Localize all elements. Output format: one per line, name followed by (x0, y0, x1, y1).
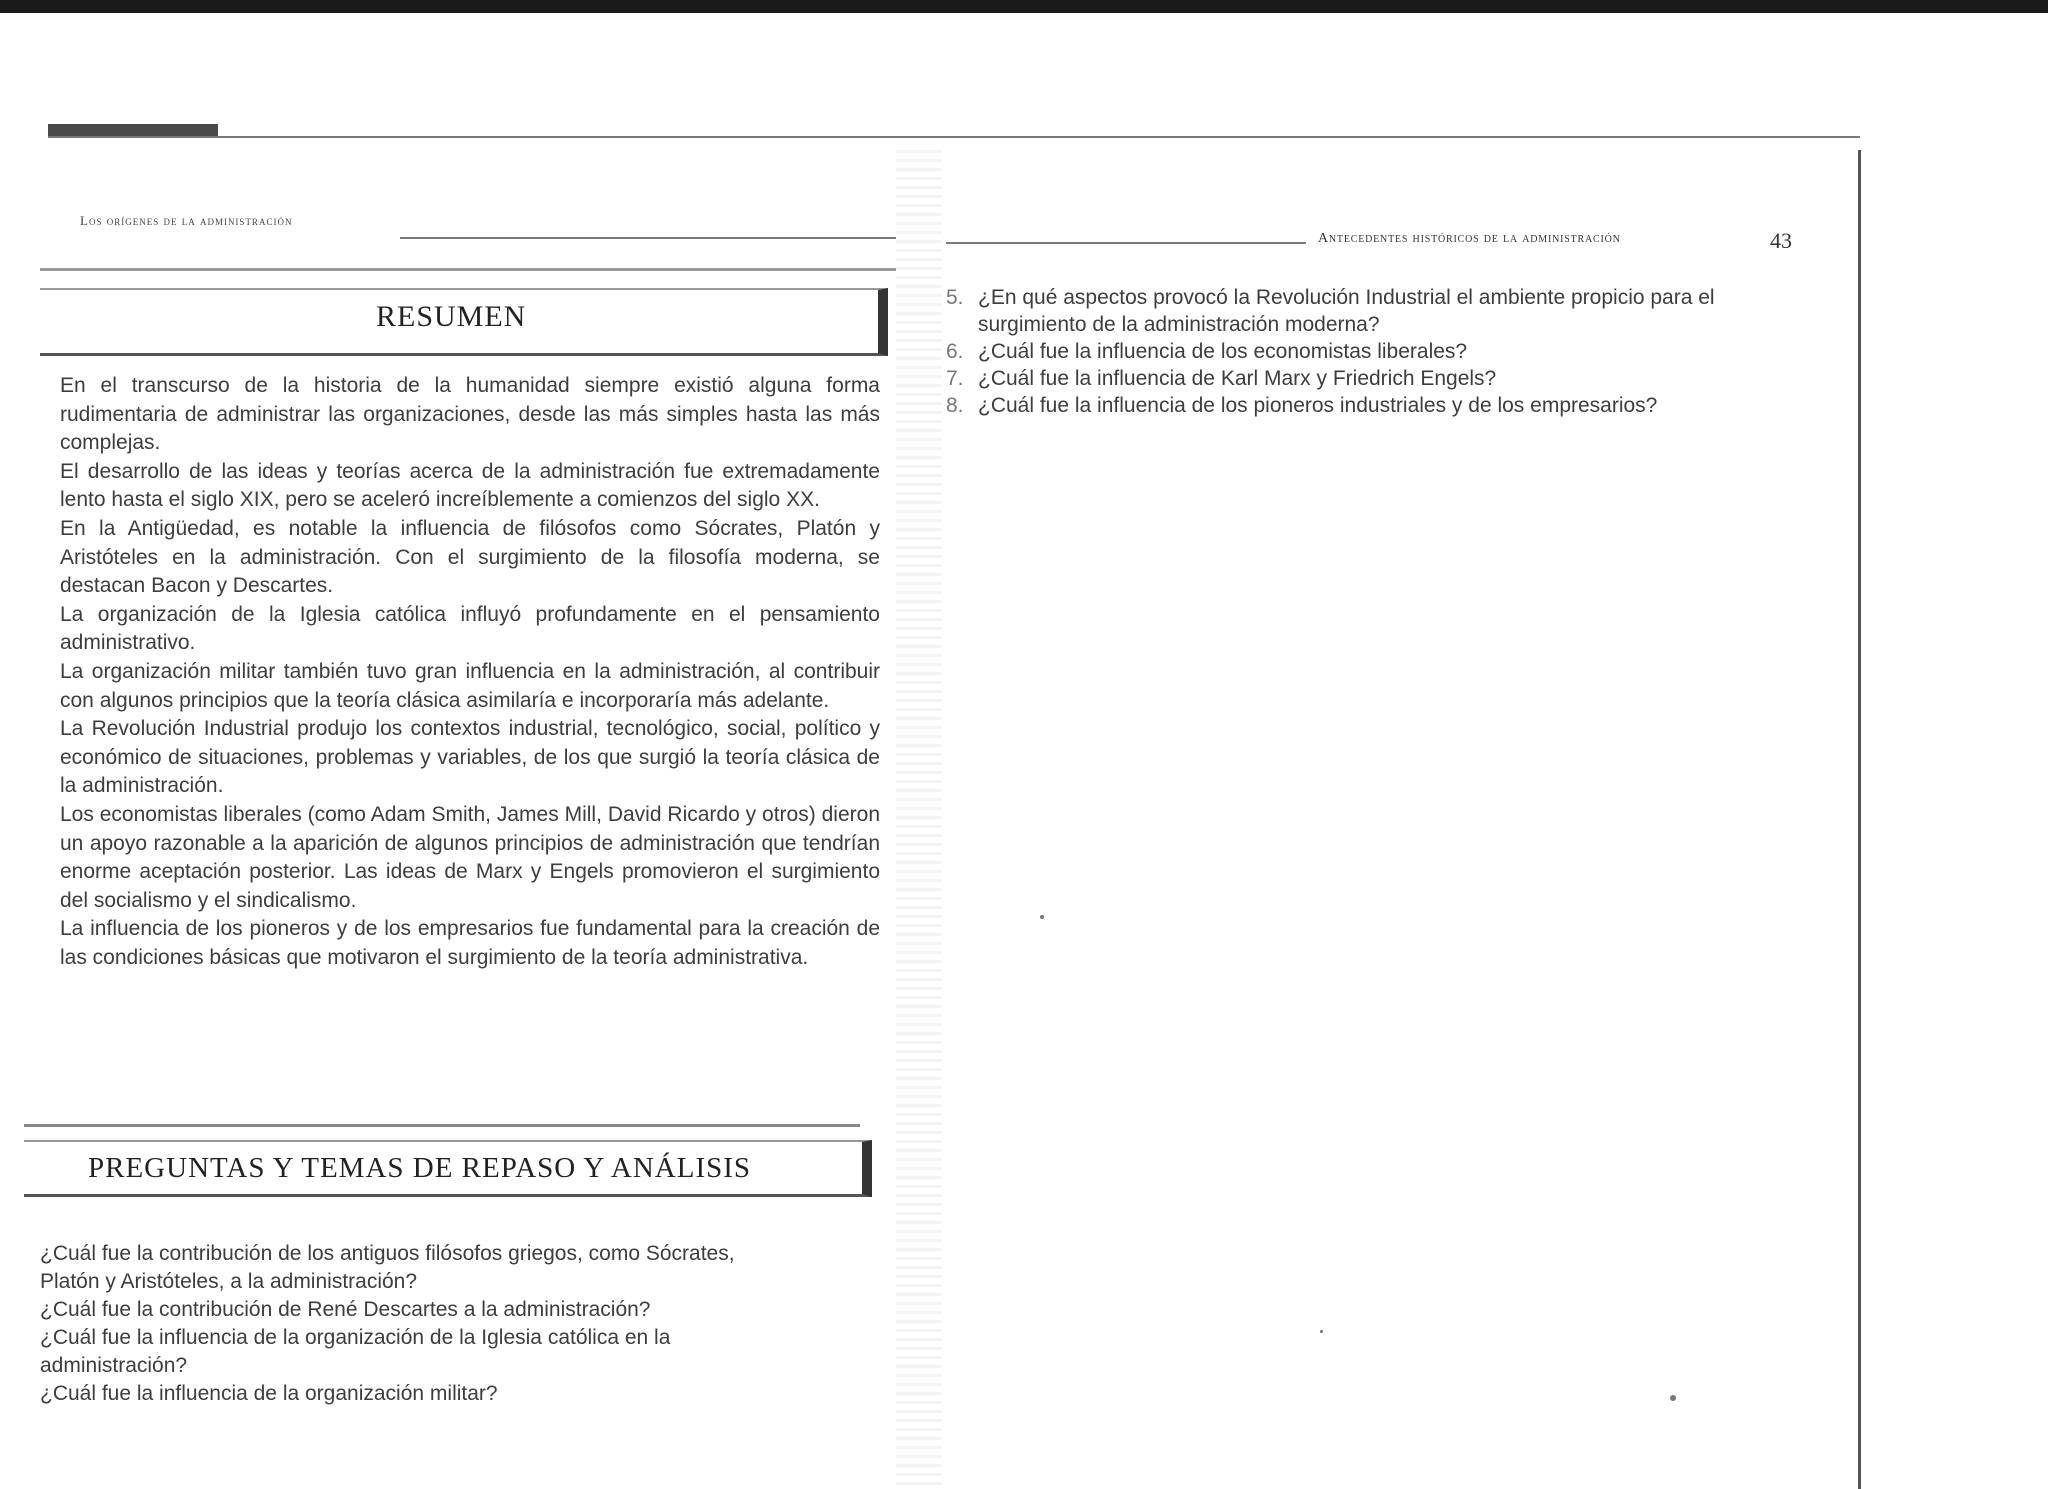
summary-item: La organización militar también tuvo gran influencia en la administración, al contribuir con algunos principios que la teoría clásica asimilaría e incorporaría más adelante. (60, 659, 880, 712)
questions-list-left (40, 1240, 760, 1408)
question-item (946, 365, 1766, 392)
right-header-rule (946, 242, 1306, 244)
summary-item: La influencia de los pioneros y de los empresarios fue fundamental para la creación de las condiciones básicas que motivaron el surgimiento de la teoría administrativa. (60, 917, 880, 969)
question-text: ¿Cuál fue la influencia de Karl Marx y Friedrich Engels? (978, 367, 1497, 390)
questions-list-right (946, 284, 1766, 419)
page-edge (1858, 150, 1861, 1489)
question-number: 8. (946, 394, 964, 417)
question-item: ¿Cuál fue la influencia de la organización de la Iglesia católica en la administración? (40, 1326, 671, 1377)
summary-title: RESUMEN (376, 300, 527, 333)
summary-item: La Revolución Industrial produjo los contextos industrial, tecnológico, social, político y económico de situaciones, problemas y variables, de los que surgió la teoría clásica de la administración. (60, 717, 880, 798)
question-item: ¿Cuál fue la contribución de los antiguos filósofos griegos, como Sócrates, Platón y Aristóteles, a la administración? (40, 1242, 735, 1293)
question-item: ¿Cuál fue la influencia de la organización militar? (40, 1382, 498, 1405)
question-number: 5. (946, 286, 964, 309)
question-number: 7. (946, 367, 964, 390)
left-running-header: Los orígenes de la administración (80, 213, 293, 228)
scan-top-edge (0, 0, 2048, 13)
questions-title: PREGUNTAS Y TEMAS DE REPASO Y ANÁLISIS (88, 1152, 752, 1184)
summary-item: La organización de la Iglesia católica influyó profundamente en el pensamiento administrativo. (60, 602, 880, 655)
question-item (946, 392, 1766, 419)
question-number: 6. (946, 340, 964, 363)
left-header-underline (40, 268, 896, 271)
question-item (946, 338, 1766, 365)
summary-item: Los economistas liberales (como Adam Smith, James Mill, David Ricardo y otros) dieron un apoyo razonable a la aparición de algunos principios de administración que tendrían enorme aceptación posterior. Las ideas de Marx y Engels promovieron el surgimiento del socialismo y el sindicalismo. (60, 802, 880, 912)
right-running-header: Antecedentes históricos de la administración (1318, 231, 1621, 246)
summary-list (60, 372, 880, 972)
page-number: 43 (1770, 228, 1792, 253)
questions-top-rule (24, 1124, 860, 1127)
scan-speck (1670, 1395, 1676, 1401)
question-item (946, 284, 1766, 338)
summary-item: En la Antigüedad, es notable la influencia de filósofos como Sócrates, Platón y Aristóteles en la administración. Con el surgimiento de la filosofía moderna, se destacan Bacon y Descartes. (60, 516, 880, 598)
question-item: ¿Cuál fue la contribución de René Descartes a la administración? (40, 1298, 651, 1321)
scan-speck (1040, 915, 1044, 919)
summary-item: El desarrollo de las ideas y teorías acerca de la administración fue extremadamente lento hasta el siglo XIX, pero se aceleró increíblemente a comienzos del siglo XX. (60, 459, 880, 512)
scan-mark (48, 124, 218, 136)
top-rule (48, 136, 1860, 138)
page-gutter (896, 150, 942, 1489)
scan-speck (1320, 1330, 1323, 1333)
left-header-rule (400, 237, 896, 239)
summary-item: En el transcurso de la historia de la humanidad siempre existió alguna forma rudimentaria de administrar las organizaciones, desde las más simples hasta las más complejas. (60, 374, 880, 455)
question-text: ¿Cuál fue la influencia de los economistas liberales? (978, 340, 1468, 363)
question-text: ¿Cuál fue la influencia de los pioneros industriales y de los empresarios? (978, 394, 1658, 417)
question-text: ¿En qué aspectos provocó la Revolución Industrial el ambiente propicio para el surgimiento de la administración moderna? (978, 286, 1715, 336)
